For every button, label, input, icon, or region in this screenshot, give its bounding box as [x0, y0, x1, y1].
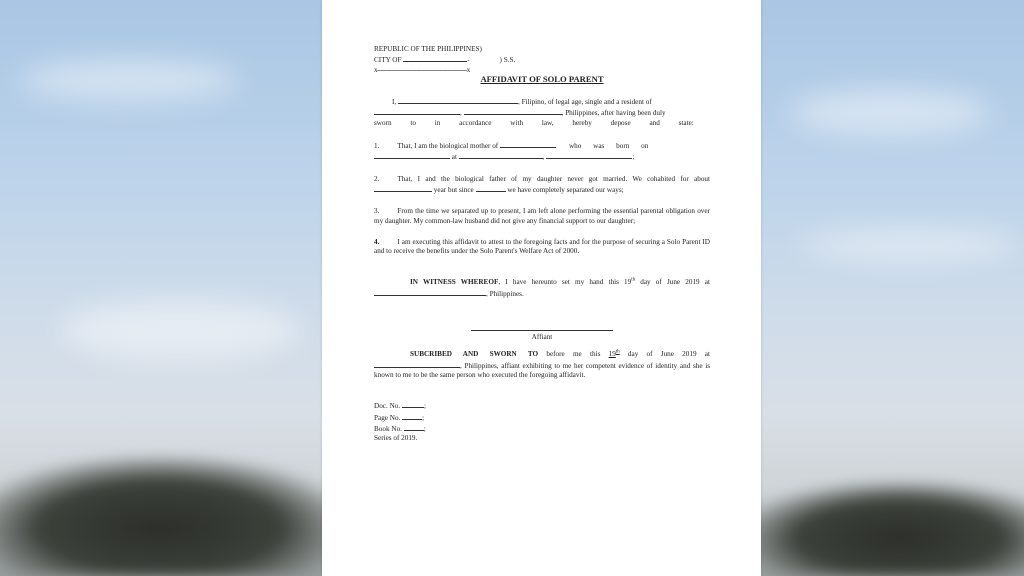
subscribed-paragraph: SUBCRIBED AND SWORN TO before me this 19th day of June 2019 at , Philippines, affiant exhibiting to me her competent evidence of identity and she is known to me to be the same person who executed the foregoing affidavit.: [374, 349, 710, 379]
affiant-label: Affiant: [531, 333, 553, 342]
header-republic: REPUBLIC OF THE PHILIPPINES): [374, 45, 482, 53]
notary-details: Doc. No. ; Page No. ; Book No. ; Series of 2019.: [374, 400, 710, 443]
trees-left: [0, 456, 350, 576]
header-ss: ) S.S.: [499, 56, 516, 65]
notary-place-blank[interactable]: [374, 360, 460, 368]
cloud: [790, 90, 990, 135]
affiant-signature: [374, 329, 710, 342]
witness-paragraph: IN WITNESS WHEREOF, I have hereunto set my hand this 19th day of June 2019 at , Philippines.: [374, 278, 710, 299]
signature-line[interactable]: [471, 329, 613, 331]
document-title: AFFIDAVIT OF SOLO PARENT: [480, 73, 604, 84]
intro-paragraph: I, , Filipino, of legal age, single and a resident of , , Philippines, after having been duly sworn to in accordance with law, hereby depose and state:: [374, 98, 694, 127]
paragraph-1: 1. That, I am the biological mother of who was born on at , ;: [374, 142, 649, 162]
city-label: CITY OF: [374, 56, 402, 65]
trees-right: [740, 481, 1024, 576]
paragraph-4: 4. I am executing this affidavit to attest to the foregoing facts and for the purpose of securing a Solo Parent ID and to receive the benefits under the Solo Parent's Welfare Act of 2000.: [374, 237, 710, 256]
doc-no-blank[interactable]: [402, 400, 424, 408]
cloud: [800, 230, 1020, 260]
birth-date-blank[interactable]: [374, 151, 450, 159]
page-no-blank[interactable]: [402, 412, 422, 420]
city-suffix: -: [467, 56, 470, 65]
child-name-blank[interactable]: [500, 140, 556, 148]
city-blank[interactable]: [403, 54, 470, 65]
birth-place-blank-1[interactable]: [459, 151, 543, 159]
residence-blank-2[interactable]: [464, 107, 562, 115]
document-page: [322, 0, 761, 576]
paragraph-2: 2. That, I and the biological father of my daughter never got married. We cohabited for about year but since we have completely separated our ways;: [374, 174, 710, 194]
paragraph-3: 3. From the time we separated up to present, I am left alone performing the essential parental obligation over my daughter. My common-law husband did not give any financial support to our daughter;: [374, 207, 710, 225]
witness-place-blank[interactable]: [374, 288, 486, 296]
series: Series of 2019.: [374, 434, 418, 443]
cloud: [20, 60, 240, 100]
birth-place-blank-2[interactable]: [546, 151, 632, 159]
affidavit-document: [374, 45, 710, 443]
header-city: [374, 54, 710, 65]
name-blank[interactable]: [398, 96, 518, 104]
book-no-blank[interactable]: [404, 423, 424, 431]
cloud: [60, 300, 300, 360]
residence-blank-1[interactable]: [374, 107, 460, 115]
cohabitation-years-blank[interactable]: [374, 184, 432, 192]
separation-date-blank[interactable]: [476, 184, 506, 192]
header-dashes: x--------------------------------------------------x: [374, 65, 470, 74]
